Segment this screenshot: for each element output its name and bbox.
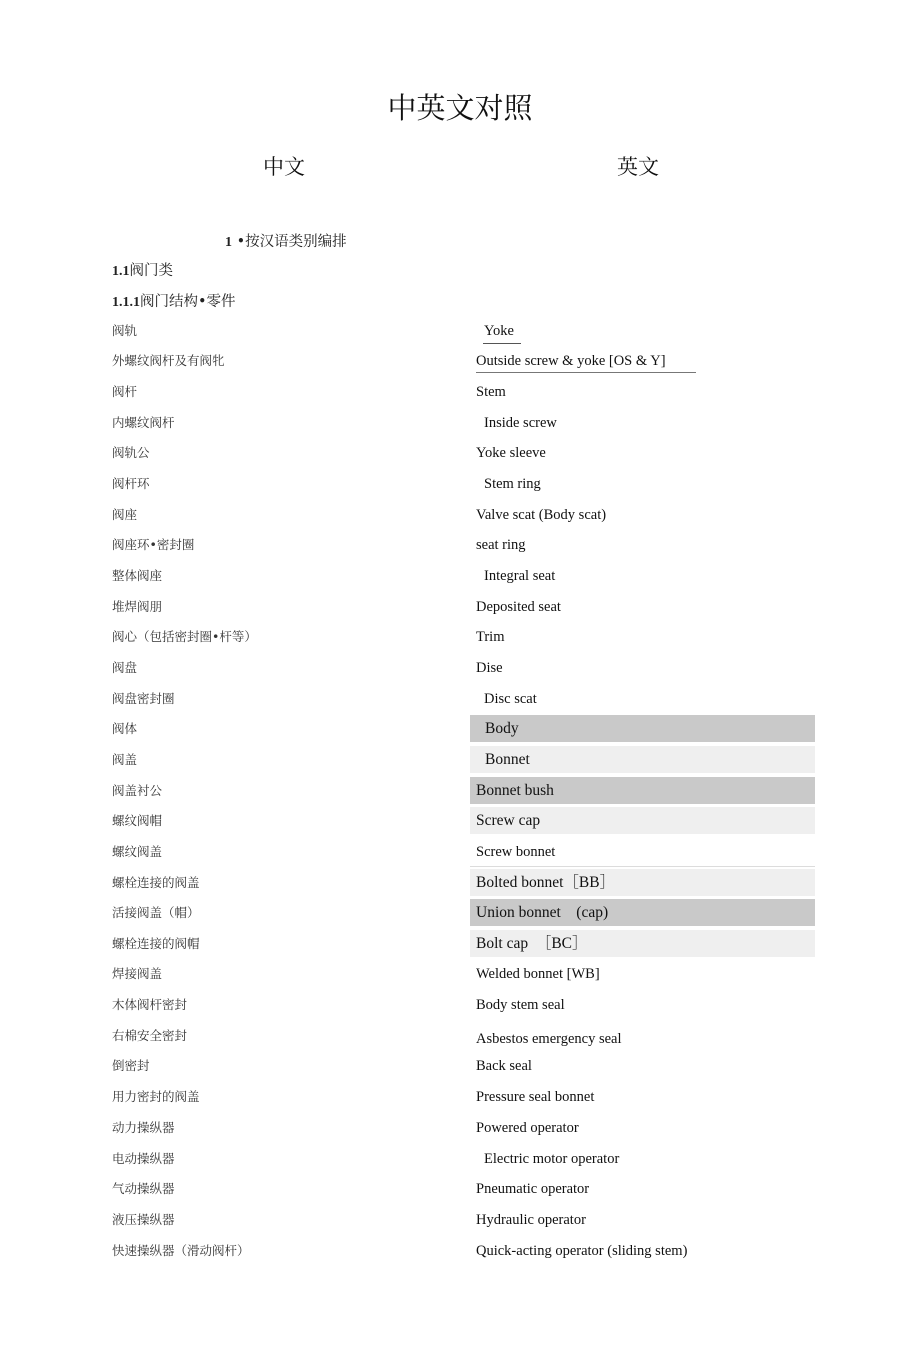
term-chinese: 活接阀盖（帽） xyxy=(112,905,200,920)
term-english: Yoke xyxy=(484,323,514,339)
term-chinese: 动力操纵器 xyxy=(112,1120,175,1135)
term-english: Inside screw xyxy=(484,415,557,431)
term-row xyxy=(0,622,920,652)
term-english: Outside screw & yoke [OS & Y] xyxy=(476,353,666,369)
term-english: Back seal xyxy=(476,1058,532,1074)
section-heading-1-1 xyxy=(112,260,173,283)
term-english: Quick-acting operator (sliding stem) xyxy=(476,1243,688,1259)
term-chinese: 螺纹阀盖 xyxy=(112,844,163,859)
term-chinese: 阀座环•密封圈 xyxy=(112,537,195,552)
term-row xyxy=(0,898,920,928)
term-english: Disc scat xyxy=(484,691,537,707)
term-row xyxy=(0,316,920,346)
term-row xyxy=(0,806,920,836)
term-chinese: 快速操纵器（滑动阀杆） xyxy=(112,1243,250,1258)
term-row xyxy=(0,1205,920,1235)
term-row xyxy=(0,530,920,560)
term-chinese: 阀心（包括密封圈•杆等） xyxy=(112,629,257,644)
term-row xyxy=(0,959,920,989)
section-label: 阀门结构•零件 xyxy=(140,294,236,310)
term-english: Screw cap xyxy=(476,812,541,829)
term-chinese: 右棉安全密封 xyxy=(112,1028,188,1043)
section-number: 1.1.1 xyxy=(112,295,140,310)
term-chinese: 外螺纹阀杆及有阀牝 xyxy=(112,353,225,368)
term-english: Welded bonnet [WB] xyxy=(476,966,600,982)
term-english: Pneumatic operator xyxy=(476,1181,590,1197)
term-english: Stem xyxy=(476,384,506,400)
term-chinese: 阀轨公 xyxy=(112,445,150,460)
term-row xyxy=(0,929,920,959)
term-english: Screw bonnet xyxy=(476,844,556,860)
term-english: Bolted bonnet［BB］ xyxy=(476,874,616,891)
section-heading-1-1-1 xyxy=(112,291,236,314)
term-row xyxy=(0,1236,920,1266)
term-english: Valve scat (Body scat) xyxy=(476,507,607,523)
term-english: Integral seat xyxy=(484,568,556,584)
term-row xyxy=(0,776,920,806)
term-english: Bonnet xyxy=(485,751,530,768)
term-row xyxy=(0,1144,920,1174)
term-chinese: 用力密封的阀盖 xyxy=(112,1089,200,1104)
term-english: Bolt cap ［BC］ xyxy=(476,935,588,952)
term-english: Dise xyxy=(476,660,503,676)
term-chinese: 电动操纵器 xyxy=(112,1151,175,1166)
underline xyxy=(483,343,521,344)
term-row xyxy=(0,469,920,499)
term-row xyxy=(0,377,920,407)
section-label: 阀门类 xyxy=(129,263,173,279)
term-row xyxy=(0,438,920,468)
term-chinese: 木体阀杆密封 xyxy=(112,997,188,1012)
term-row xyxy=(0,684,920,714)
highlight-band xyxy=(470,715,815,742)
term-english: Yoke sleeve xyxy=(476,445,546,461)
term-english: Hydraulic operator xyxy=(476,1212,586,1228)
divider xyxy=(470,866,815,867)
term-row xyxy=(0,837,920,867)
column-header-chinese: 中文 xyxy=(263,155,305,179)
term-chinese: 气动操纵器 xyxy=(112,1181,175,1196)
term-chinese: 螺栓连接的阀盖 xyxy=(112,875,200,890)
term-row xyxy=(0,500,920,530)
term-chinese: 阀盘密封圈 xyxy=(112,691,175,706)
term-row xyxy=(0,592,920,622)
term-chinese: 焊接阀盖 xyxy=(112,966,163,981)
term-english: Union bonnet (cap) xyxy=(476,904,609,921)
term-chinese: 阀杆 xyxy=(112,384,138,399)
term-chinese: 阀座 xyxy=(112,507,138,522)
term-row xyxy=(0,1051,920,1081)
underline xyxy=(476,372,696,373)
term-chinese: 堆焊阀朋 xyxy=(112,599,163,614)
term-row xyxy=(0,653,920,683)
term-row xyxy=(0,745,920,775)
term-english: Bonnet bush xyxy=(476,782,554,799)
term-english: Powered operator xyxy=(476,1120,579,1136)
term-chinese: 螺纹阀帽 xyxy=(112,813,163,828)
term-row xyxy=(0,1082,920,1112)
section-heading-1 xyxy=(225,231,347,254)
column-header-english: 英文 xyxy=(617,155,659,179)
term-row xyxy=(0,1113,920,1143)
term-chinese: 倒密封 xyxy=(112,1058,150,1073)
term-row xyxy=(0,1021,920,1051)
term-chinese: 阀盖衬公 xyxy=(112,783,163,798)
page-title: 中英文对照 xyxy=(387,91,533,125)
term-english: Body stem seal xyxy=(476,997,565,1013)
term-row xyxy=(0,1174,920,1204)
term-chinese: 内螺纹阀杆 xyxy=(112,415,175,430)
term-row xyxy=(0,408,920,438)
section-number: 1 xyxy=(225,235,232,250)
term-chinese: 阀杆环 xyxy=(112,476,150,491)
term-row xyxy=(0,561,920,591)
term-chinese: 阀盖 xyxy=(112,752,138,767)
term-english: Body xyxy=(485,720,519,737)
term-row xyxy=(0,714,920,744)
term-chinese: 整体阀座 xyxy=(112,568,163,583)
term-english: Trim xyxy=(476,629,505,645)
term-row xyxy=(0,868,920,898)
term-row xyxy=(0,346,920,376)
term-chinese: 螺栓连接的阀帽 xyxy=(112,936,200,951)
section-number: 1.1 xyxy=(112,264,130,279)
term-row xyxy=(0,990,920,1020)
term-chinese: 阀盘 xyxy=(112,660,138,675)
term-chinese: 阀轨 xyxy=(112,323,138,338)
term-english: Deposited seat xyxy=(476,599,561,615)
term-english: Stem ring xyxy=(484,476,541,492)
term-english: seat ring xyxy=(476,537,526,553)
term-english: Pressure seal bonnet xyxy=(476,1089,595,1105)
section-label: •按汉语类别编排 xyxy=(236,234,347,250)
term-english: Asbestos emergency seal xyxy=(476,1031,622,1047)
term-english: Electric motor operator xyxy=(484,1151,620,1167)
term-chinese: 阀体 xyxy=(112,721,138,736)
term-chinese: 液压操纵器 xyxy=(112,1212,175,1227)
